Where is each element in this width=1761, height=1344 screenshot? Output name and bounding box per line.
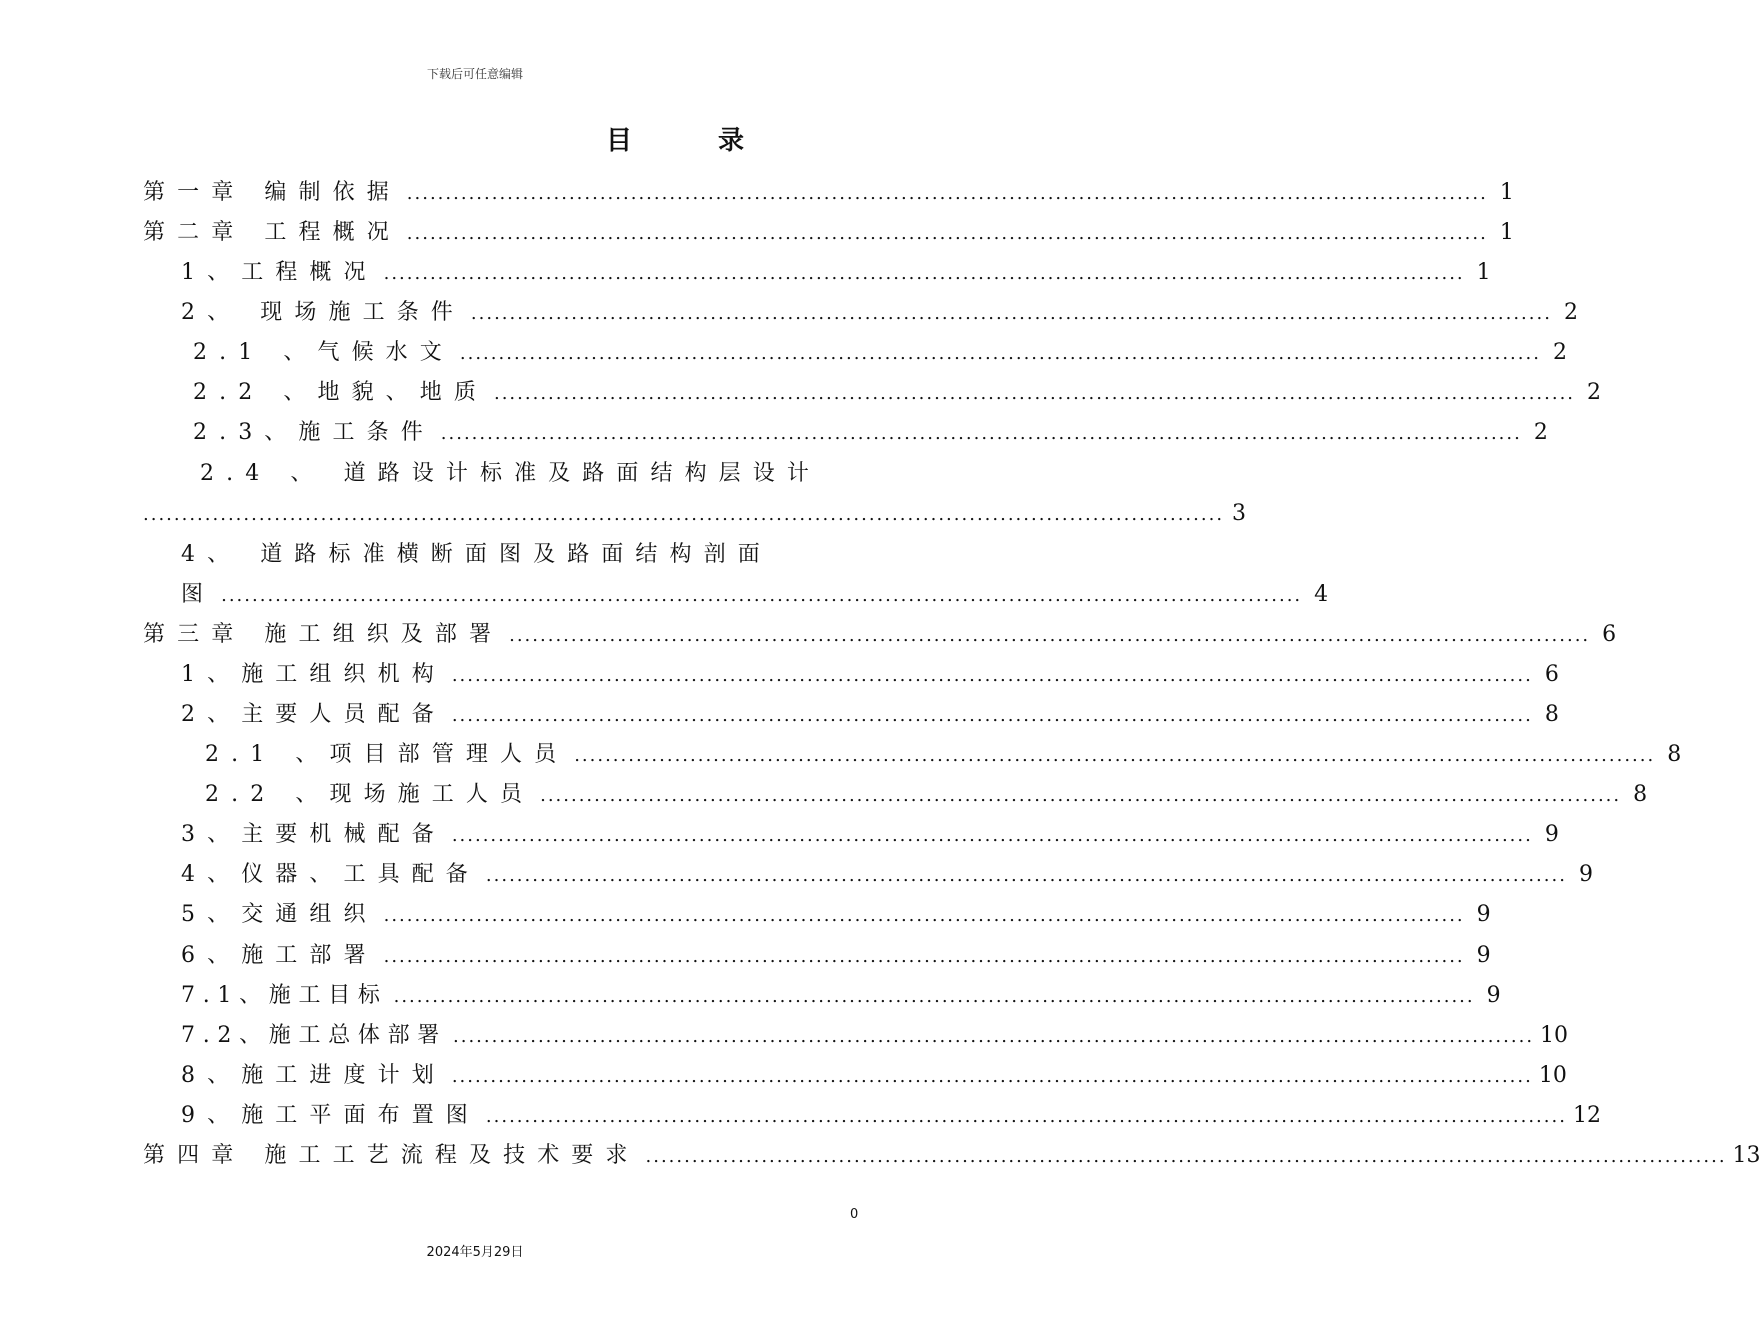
toc-entry-page: 4 xyxy=(1314,582,1329,607)
toc-entry-page: 2 xyxy=(1552,340,1567,365)
toc-entry-page: 6 xyxy=(1544,662,1559,687)
toc-entry-page: 9 xyxy=(1486,983,1501,1008)
toc-entry-text: 2、主要人员配备 xyxy=(181,702,446,727)
toc-entry[interactable] xyxy=(181,1098,1601,1134)
toc-leader: ............................................................................................................................................ xyxy=(451,665,1533,686)
toc-entry[interactable] xyxy=(181,817,1559,853)
toc-entry-page: 8 xyxy=(1667,742,1682,767)
toc-entry[interactable] xyxy=(143,1138,1761,1174)
toc-entry[interactable] xyxy=(181,1018,1569,1054)
toc-entry-text: 2.2 、现场施工人员 xyxy=(205,782,535,807)
toc-entry-page: 9 xyxy=(1544,822,1559,847)
toc-entry[interactable] xyxy=(181,1058,1567,1094)
page-number: 0 xyxy=(850,1207,859,1222)
toc-leader: ............................................................................................................................................ xyxy=(406,223,1488,244)
toc-leader: ............................................................................................................................................ xyxy=(485,1106,1567,1127)
toc-entry-text: 5、交通组织 xyxy=(181,902,378,927)
toc-entry[interactable] xyxy=(143,496,1247,532)
toc-entry[interactable] xyxy=(181,938,1491,974)
toc-entry[interactable] xyxy=(181,255,1491,291)
toc-entry-text: 图 xyxy=(181,582,216,607)
toc-entry-page: 6 xyxy=(1602,622,1617,647)
toc-entry-page: 2 xyxy=(1533,420,1548,445)
toc-entry[interactable] xyxy=(181,897,1491,933)
toc-entry-text: 7.1、施工目标 xyxy=(181,983,388,1008)
toc-leader: ............................................................................................................................................ xyxy=(451,705,1533,726)
page-header: 下载后可任意编辑 xyxy=(426,67,523,81)
toc-entry-page: 9 xyxy=(1476,902,1491,927)
toc-entry-text: 4、仪器、工具配备 xyxy=(181,862,480,887)
toc-entry[interactable] xyxy=(181,978,1501,1014)
toc-entry-text: 3、主要机械配备 xyxy=(181,822,446,847)
toc-entry[interactable] xyxy=(181,577,1329,613)
toc-leader: ............................................................................................................................................ xyxy=(221,585,1303,606)
toc-entry[interactable] xyxy=(181,537,845,573)
toc-entry-text: 第二章 工程概况 xyxy=(143,220,401,245)
toc-entry[interactable] xyxy=(143,175,1514,211)
toc-entry[interactable] xyxy=(181,295,1578,331)
toc-leader: ............................................................................................................................................ xyxy=(383,263,1465,284)
toc-leader: ............................................................................................................................................ xyxy=(143,504,1225,525)
toc-entry-page: 9 xyxy=(1476,943,1491,968)
toc-entry-text: 2.1 、气候水文 xyxy=(193,340,454,365)
toc-entry-text: 2.4 、 道路设计标准及路面结构层设计 xyxy=(200,461,821,486)
toc-leader: ............................................................................................................................................ xyxy=(493,383,1576,404)
toc-leader: ............................................................................................................................................ xyxy=(485,865,1567,886)
toc-entry-text: 7.2、施工总体部署 xyxy=(181,1023,447,1048)
toc-entry-page: 9 xyxy=(1578,862,1593,887)
toc-entry[interactable] xyxy=(205,737,1682,773)
toc-entry-text: 第一章 编制依据 xyxy=(143,180,401,205)
toc-entry-page: 10 xyxy=(1540,1023,1569,1048)
toc-entry-text: 2、 现场施工条件 xyxy=(181,300,465,325)
toc-entry-page: 8 xyxy=(1633,782,1648,807)
toc-leader: ............................................................................................................................................ xyxy=(470,303,1552,324)
toc-leader: ............................................................................................................................................ xyxy=(645,1146,1727,1167)
toc-title-right: 录 xyxy=(718,126,745,156)
toc-leader: ............................................................................................................................................ xyxy=(509,625,1591,646)
toc-leader: ............................................................................................................................................ xyxy=(440,423,1522,444)
toc-entry[interactable] xyxy=(193,415,1548,451)
toc-entry[interactable] xyxy=(205,777,1648,813)
toc-entry-page: 13 xyxy=(1732,1143,1761,1168)
toc-entry-text: 1、施工组织机构 xyxy=(181,662,446,687)
toc-title-left: 目 xyxy=(606,126,633,156)
toc-entry-page: 1 xyxy=(1499,180,1514,205)
toc-entry-text: 2.3、施工条件 xyxy=(193,420,435,445)
toc-leader: ............................................................................................................................................ xyxy=(393,986,1475,1007)
toc-entry-text: 第四章 施工工艺流程及技术要求 xyxy=(143,1143,640,1168)
toc-entry[interactable] xyxy=(143,617,1617,653)
toc-entry-page: 2 xyxy=(1563,300,1578,325)
toc-entry-text: 6、施工部署 xyxy=(181,943,378,968)
toc-entry-page: 8 xyxy=(1544,702,1559,727)
toc-entry-text: 9、施工平面布置图 xyxy=(181,1103,480,1128)
toc-leader: ............................................................................................................................................ xyxy=(383,946,1465,967)
toc-entry-page: 12 xyxy=(1572,1103,1601,1128)
toc-entry-text: 8、施工进度计划 xyxy=(181,1063,446,1088)
toc-leader: ............................................................................................................................................ xyxy=(453,1026,1535,1047)
toc-entry-text: 第三章 施工组织及部署 xyxy=(143,622,504,647)
toc-entry[interactable] xyxy=(193,335,1567,371)
toc-entry[interactable] xyxy=(181,657,1559,693)
toc-entry-page: 10 xyxy=(1538,1063,1567,1088)
toc-entry-page: 1 xyxy=(1499,220,1514,245)
toc-leader: ............................................................................................................................................ xyxy=(451,825,1533,846)
toc-entry[interactable] xyxy=(143,215,1514,251)
toc-entry-page: 2 xyxy=(1587,380,1602,405)
toc-entry[interactable] xyxy=(200,456,845,492)
toc-entry-text: 2.1 、项目部管理人员 xyxy=(205,742,569,767)
toc-entry[interactable] xyxy=(181,857,1593,893)
toc-leader: ............................................................................................................................................ xyxy=(451,1066,1533,1087)
toc-title xyxy=(606,120,744,157)
toc-leader: ............................................................................................................................................ xyxy=(406,183,1488,204)
toc-leader: ............................................................................................................................................ xyxy=(459,343,1541,364)
toc-entry-text: 4、 道路标准横断面图及路面结构剖面 xyxy=(181,542,772,567)
toc-entry-text: 1、工程概况 xyxy=(181,260,378,285)
toc-leader: ............................................................................................................................................ xyxy=(383,905,1465,926)
page-footer-date: 2024年5月29日 xyxy=(426,1245,524,1260)
toc-entry[interactable] xyxy=(193,375,1602,411)
toc-entry-page: 1 xyxy=(1476,260,1491,285)
toc-entry[interactable] xyxy=(181,697,1559,733)
toc-entry-text: 2.2 、地貌、地质 xyxy=(193,380,488,405)
toc-entry-page: 3 xyxy=(1232,501,1247,526)
toc-leader: ............................................................................................................................................ xyxy=(540,785,1622,806)
toc-leader: ............................................................................................................................................ xyxy=(574,745,1656,766)
